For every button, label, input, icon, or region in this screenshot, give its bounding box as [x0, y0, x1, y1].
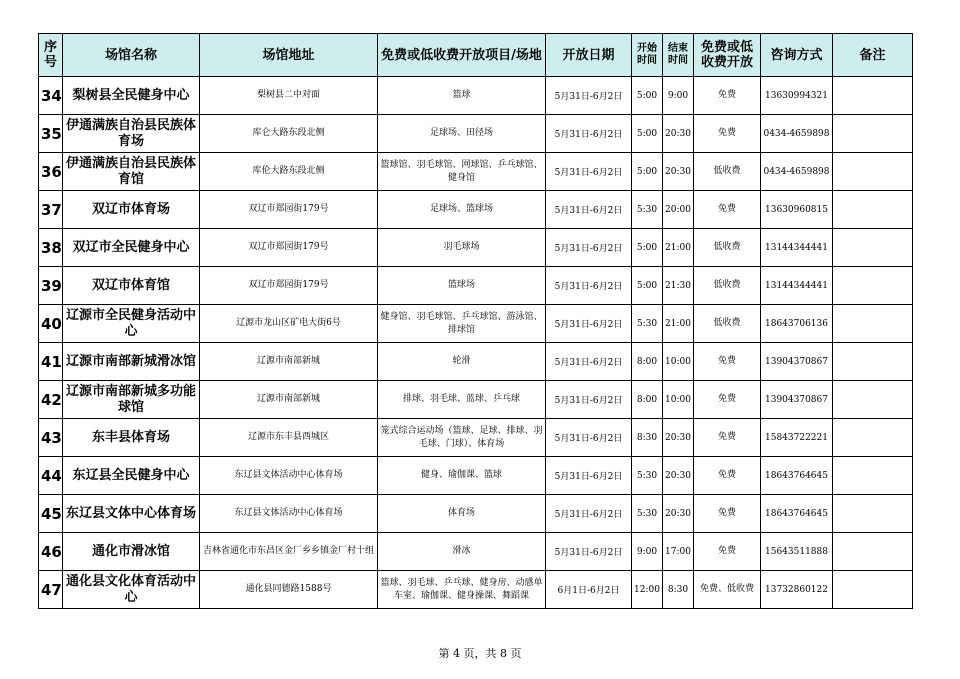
- cell-start: 8:00: [632, 343, 663, 381]
- cell-dates: 5月31日-6月2日: [546, 495, 632, 533]
- cell-items: 篮球场: [378, 267, 546, 305]
- cell-fee: 低收费: [694, 267, 761, 305]
- cell-start: 5:00: [632, 267, 663, 305]
- cell-venue-name: 伊通满族自治县民族体育馆: [63, 153, 200, 191]
- cell-start: 9:00: [632, 533, 663, 571]
- cell-end: 10:00: [663, 381, 694, 419]
- cell-contact: 13630960815: [761, 191, 833, 229]
- cell-start: 5:30: [632, 305, 663, 343]
- cell-dates: 5月31日-6月2日: [546, 457, 632, 495]
- cell-index: 44: [39, 457, 63, 495]
- col-remarks-header: 备注: [833, 34, 913, 77]
- cell-index: 39: [39, 267, 63, 305]
- cell-contact: 0434-4659898: [761, 115, 833, 153]
- cell-start: 8:00: [632, 381, 663, 419]
- cell-index: 46: [39, 533, 63, 571]
- cell-venue-name: 辽源市全民健身活动中心: [63, 305, 200, 343]
- cell-fee: 低收费: [694, 229, 761, 267]
- col-fee-header: 免费或低收费开放: [694, 34, 761, 77]
- cell-contact: 0434-4659898: [761, 153, 833, 191]
- cell-fee: 免费: [694, 191, 761, 229]
- col-index-header: 序号: [39, 34, 63, 77]
- cell-address: 辽源市东丰县西城区: [200, 419, 378, 457]
- table-row: [39, 229, 913, 267]
- cell-end: 8:30: [663, 571, 694, 609]
- cell-items: 健身、瑜伽课、篮球: [378, 457, 546, 495]
- cell-venue-name: 辽源市南部新城多功能球馆: [63, 381, 200, 419]
- col-dates-header: 开放日期: [546, 34, 632, 77]
- cell-start: 5:00: [632, 115, 663, 153]
- cell-contact: 18643764645: [761, 457, 833, 495]
- cell-end: 17:00: [663, 533, 694, 571]
- cell-index: 43: [39, 419, 63, 457]
- cell-index: 36: [39, 153, 63, 191]
- cell-dates: 5月31日-6月2日: [546, 191, 632, 229]
- cell-remarks: [833, 457, 913, 495]
- cell-contact: 15643511888: [761, 533, 833, 571]
- cell-start: 8:30: [632, 419, 663, 457]
- table-row: [39, 191, 913, 229]
- cell-end: 21:00: [663, 305, 694, 343]
- cell-fee: 免费: [694, 495, 761, 533]
- table-row: [39, 343, 913, 381]
- table-row: [39, 495, 913, 533]
- cell-end: 20:30: [663, 495, 694, 533]
- cell-end: 20:30: [663, 153, 694, 191]
- cell-contact: 18643706136: [761, 305, 833, 343]
- cell-end: 9:00: [663, 77, 694, 115]
- cell-items: 滑冰: [378, 533, 546, 571]
- cell-address: 双辽市郑园街179号: [200, 191, 378, 229]
- cell-end: 20:00: [663, 191, 694, 229]
- cell-items: 羽毛球场: [378, 229, 546, 267]
- cell-fee: 免费: [694, 381, 761, 419]
- cell-contact: 13904370867: [761, 381, 833, 419]
- cell-end: 21:30: [663, 267, 694, 305]
- cell-index: 47: [39, 571, 63, 609]
- cell-address: 辽源市南部新城: [200, 343, 378, 381]
- cell-dates: 5月31日-6月2日: [546, 381, 632, 419]
- cell-contact: 18643764645: [761, 495, 833, 533]
- cell-contact: 13144344441: [761, 229, 833, 267]
- cell-venue-name: 梨树县全民健身中心: [63, 77, 200, 115]
- col-venue-name-header: 场馆名称: [63, 34, 200, 77]
- cell-end: 20:30: [663, 457, 694, 495]
- cell-items: 笼式综合运动场（篮球、足球、排球、羽毛球、门球）、体育场: [378, 419, 546, 457]
- cell-items: 足球场、篮球场: [378, 191, 546, 229]
- cell-dates: 5月31日-6月2日: [546, 419, 632, 457]
- cell-items: 篮球馆、羽毛球馆、网球馆、乒乓球馆、健身馆: [378, 153, 546, 191]
- cell-dates: 5月31日-6月2日: [546, 343, 632, 381]
- cell-items: 足球场、田径场: [378, 115, 546, 153]
- col-end-header: 结束时间: [663, 34, 694, 77]
- cell-venue-name: 双辽市体育馆: [63, 267, 200, 305]
- cell-contact: 13144344441: [761, 267, 833, 305]
- cell-fee: 免费: [694, 343, 761, 381]
- cell-index: 42: [39, 381, 63, 419]
- table-row: [39, 267, 913, 305]
- cell-remarks: [833, 115, 913, 153]
- cell-index: 37: [39, 191, 63, 229]
- cell-remarks: [833, 267, 913, 305]
- col-items-header: 免费或低收费开放项目/场地: [378, 34, 546, 77]
- col-address-header: 场馆地址: [200, 34, 378, 77]
- table-row: [39, 457, 913, 495]
- cell-contact: 13630994321: [761, 77, 833, 115]
- cell-end: 10:00: [663, 343, 694, 381]
- cell-end: 20:30: [663, 115, 694, 153]
- page-footer: 第 4 页，共 8 页: [438, 647, 522, 660]
- header-row: [39, 34, 913, 77]
- cell-address: 吉林省通化市东昌区金厂乡乡镇金厂村十组: [200, 533, 378, 571]
- cell-contact: 13732860122: [761, 571, 833, 609]
- table-row: [39, 571, 913, 609]
- cell-remarks: [833, 571, 913, 609]
- table-row: [39, 115, 913, 153]
- cell-remarks: [833, 77, 913, 115]
- cell-dates: 5月31日-6月2日: [546, 229, 632, 267]
- cell-remarks: [833, 495, 913, 533]
- cell-dates: 5月31日-6月2日: [546, 305, 632, 343]
- cell-dates: 5月31日-6月2日: [546, 115, 632, 153]
- cell-start: 5:00: [632, 77, 663, 115]
- cell-dates: 6月1日-6月2日: [546, 571, 632, 609]
- cell-address: 梨树县二中对面: [200, 77, 378, 115]
- cell-fee: 免费: [694, 419, 761, 457]
- cell-venue-name: 通化县文化体育活动中心: [63, 571, 200, 609]
- cell-index: 40: [39, 305, 63, 343]
- cell-items: 轮滑: [378, 343, 546, 381]
- cell-start: 5:30: [632, 495, 663, 533]
- cell-remarks: [833, 419, 913, 457]
- cell-remarks: [833, 153, 913, 191]
- cell-contact: 13904370867: [761, 343, 833, 381]
- cell-contact: 15843722221: [761, 419, 833, 457]
- col-contact-header: 咨询方式: [761, 34, 833, 77]
- venue-table: [38, 33, 913, 609]
- cell-start: 5:00: [632, 153, 663, 191]
- cell-address: 库伦大路东段北侧: [200, 153, 378, 191]
- cell-remarks: [833, 305, 913, 343]
- cell-items: 排球、羽毛球、蓝球、乒乓球: [378, 381, 546, 419]
- cell-items: 篮球、羽毛球、乒乓球、健身房、动感单车室、瑜伽课、健身操课、舞蹈课: [378, 571, 546, 609]
- cell-address: 库仑大路东段北侧: [200, 115, 378, 153]
- cell-address: 东辽县文体活动中心体育场: [200, 495, 378, 533]
- cell-start: 12:00: [632, 571, 663, 609]
- table-row: [39, 77, 913, 115]
- cell-items: 篮球: [378, 77, 546, 115]
- cell-end: 20:30: [663, 419, 694, 457]
- cell-remarks: [833, 191, 913, 229]
- cell-dates: 5月31日-6月2日: [546, 153, 632, 191]
- cell-fee: 免费、低收费: [694, 571, 761, 609]
- cell-address: 辽源市南部新城: [200, 381, 378, 419]
- cell-venue-name: 伊通满族自治县民族体育场: [63, 115, 200, 153]
- cell-venue-name: 东辽县文体中心体育场: [63, 495, 200, 533]
- cell-index: 34: [39, 77, 63, 115]
- cell-remarks: [833, 381, 913, 419]
- cell-fee: 免费: [694, 77, 761, 115]
- cell-address: 通化县同德路1588号: [200, 571, 378, 609]
- cell-dates: 5月31日-6月2日: [546, 77, 632, 115]
- cell-venue-name: 双辽市全民健身中心: [63, 229, 200, 267]
- cell-venue-name: 通化市滑冰馆: [63, 533, 200, 571]
- cell-start: 5:00: [632, 229, 663, 267]
- table-row: [39, 381, 913, 419]
- cell-fee: 免费: [694, 115, 761, 153]
- cell-remarks: [833, 229, 913, 267]
- cell-venue-name: 东辽县全民健身中心: [63, 457, 200, 495]
- table-row: [39, 153, 913, 191]
- col-start-header: 开始时间: [632, 34, 663, 77]
- cell-address: 双辽市郑园街179号: [200, 229, 378, 267]
- cell-address: 双辽市郑园街179号: [200, 267, 378, 305]
- cell-dates: 5月31日-6月2日: [546, 267, 632, 305]
- cell-dates: 5月31日-6月2日: [546, 533, 632, 571]
- cell-end: 21:00: [663, 229, 694, 267]
- cell-address: 东辽县文体活动中心体育场: [200, 457, 378, 495]
- cell-start: 5:30: [632, 191, 663, 229]
- cell-venue-name: 辽源市南部新城滑冰馆: [63, 343, 200, 381]
- cell-venue-name: 双辽市体育场: [63, 191, 200, 229]
- cell-venue-name: 东丰县体育场: [63, 419, 200, 457]
- cell-remarks: [833, 343, 913, 381]
- table-row: [39, 533, 913, 571]
- cell-remarks: [833, 533, 913, 571]
- cell-index: 35: [39, 115, 63, 153]
- cell-items: 体育场: [378, 495, 546, 533]
- table-row: [39, 305, 913, 343]
- cell-fee: 免费: [694, 457, 761, 495]
- cell-address: 辽源市龙山区矿电大街6号: [200, 305, 378, 343]
- cell-index: 45: [39, 495, 63, 533]
- cell-index: 38: [39, 229, 63, 267]
- cell-index: 41: [39, 343, 63, 381]
- cell-fee: 低收费: [694, 153, 761, 191]
- cell-fee: 低收费: [694, 305, 761, 343]
- table-row: [39, 419, 913, 457]
- cell-start: 5:30: [632, 457, 663, 495]
- cell-items: 健身馆、羽毛球馆、乒乓球馆、游泳馆、排球馆: [378, 305, 546, 343]
- cell-fee: 免费: [694, 533, 761, 571]
